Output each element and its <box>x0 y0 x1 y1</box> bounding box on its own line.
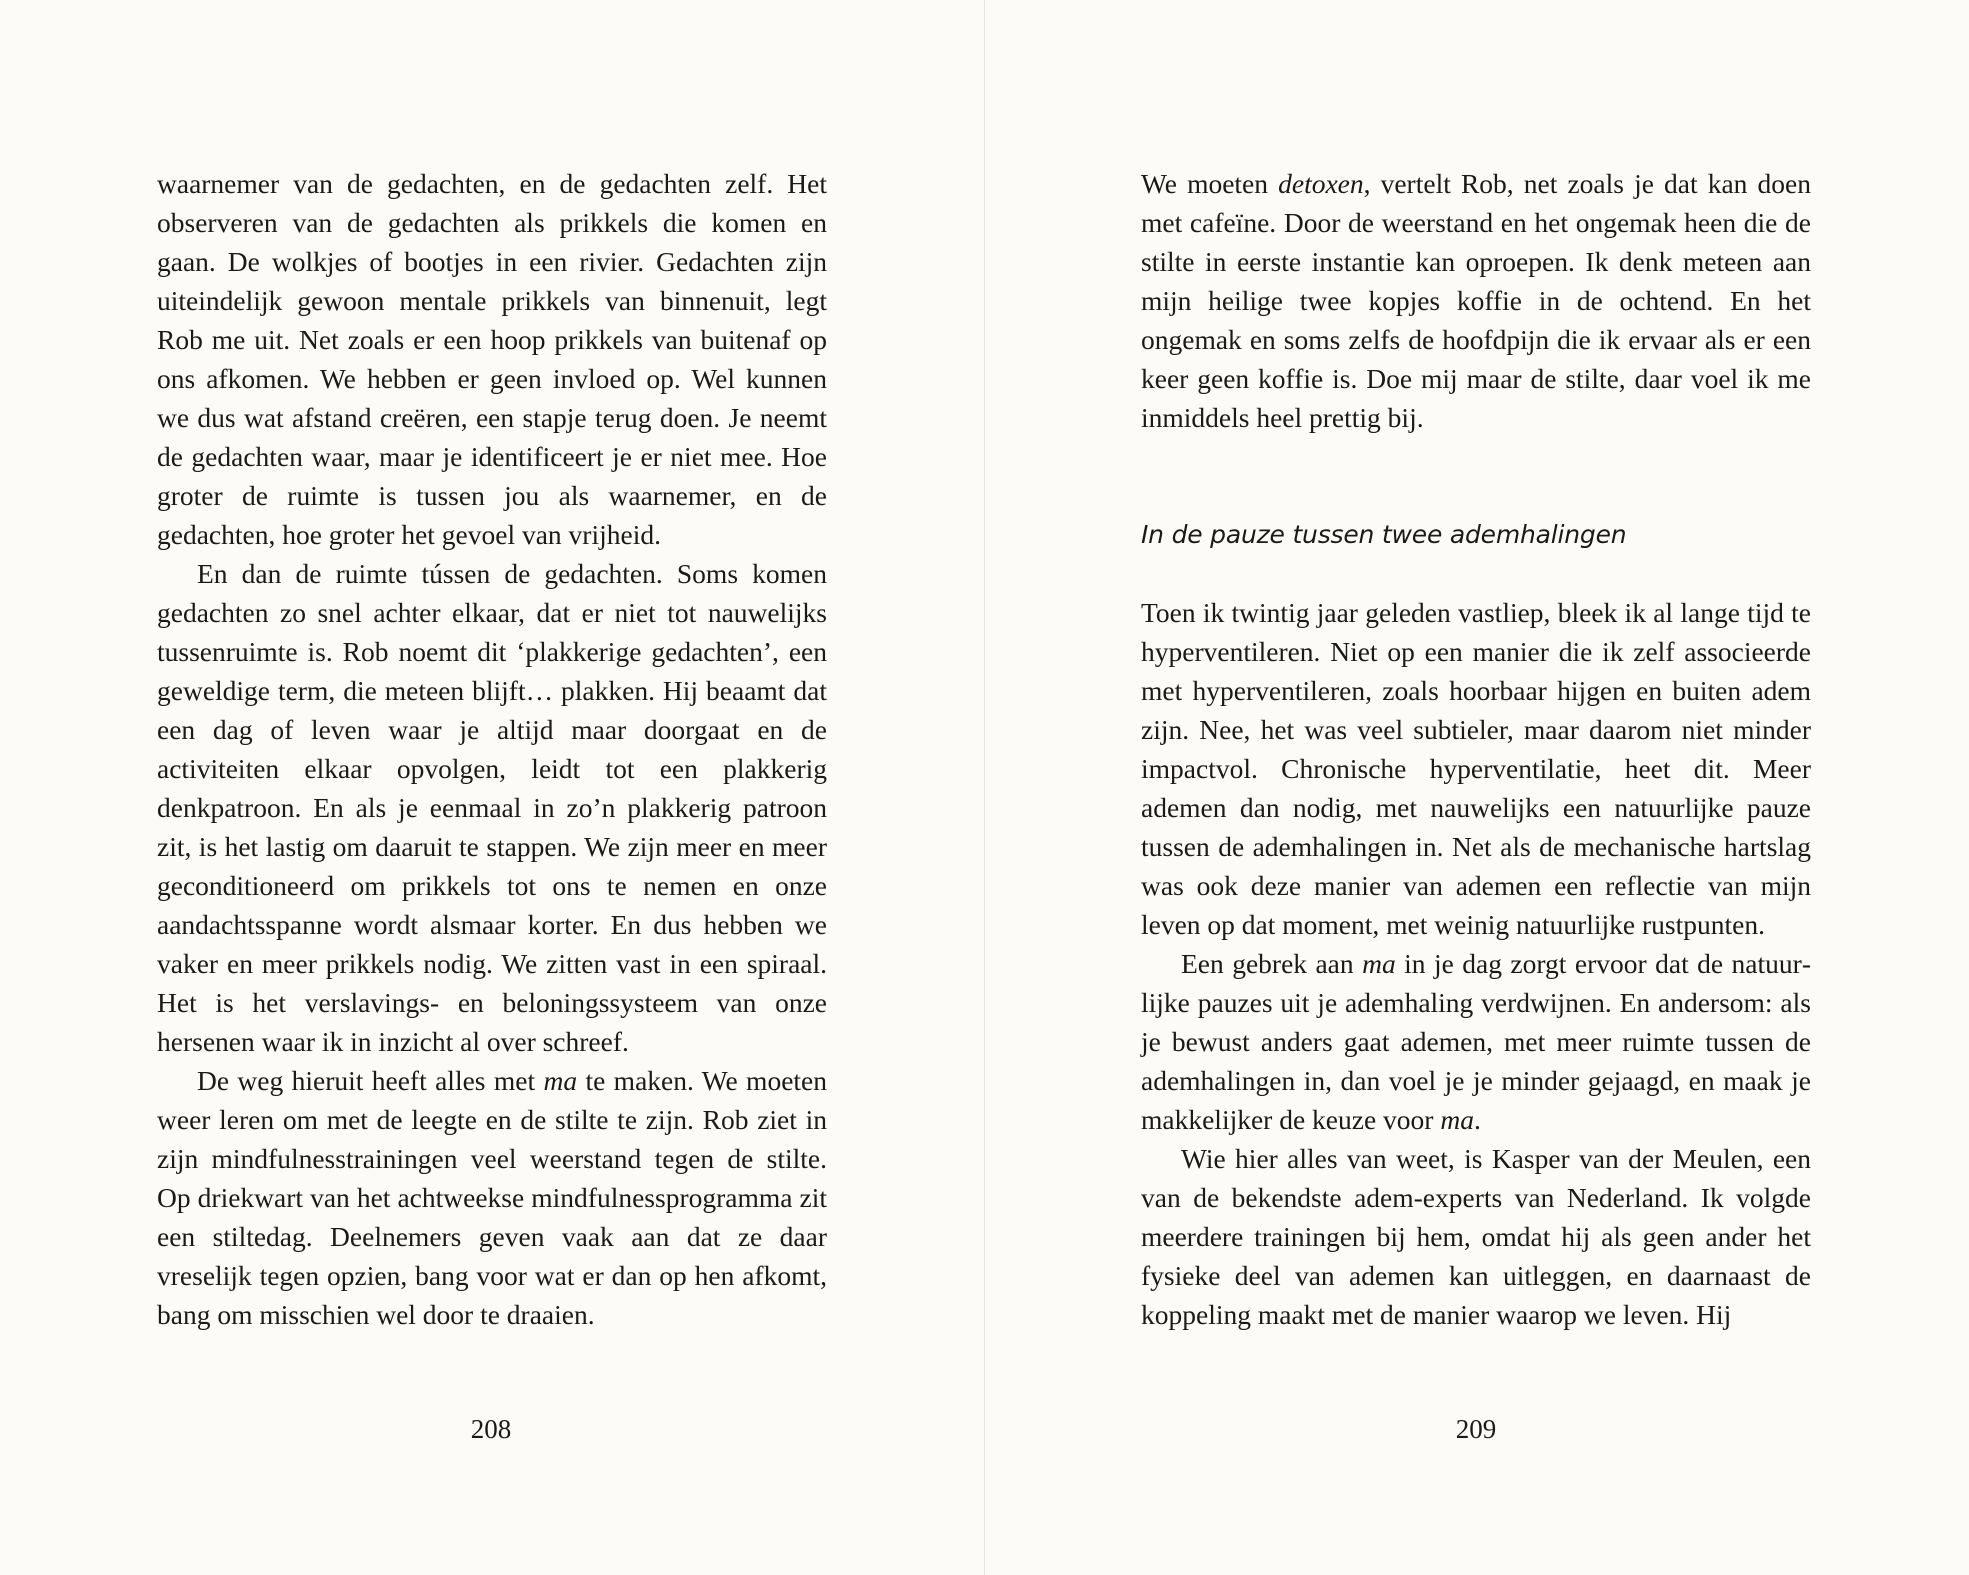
emphasized-text: detoxen <box>1278 168 1364 199</box>
text-run: te maken. We moeten weer leren om met de leegte en de stilte te zijn. Rob ziet in zijn mindfulnesstrainingen veel weerstand tegen de stilte. Op driekwart van het achtweekse mindfulnessprogramma zit een stiltedag. Deelnemers geven vaak aan dat ze daar vreselijk tegen opzien, bang voor wat er dan op hen afkomt, bang om misschien wel door te draaien. <box>157 1065 827 1330</box>
text-run: Een gebrek aan <box>1181 948 1363 979</box>
emphasized-text: ma <box>1362 948 1396 979</box>
text-run: Toen ik twintig jaar geleden vastliep, bleek ik al lange tijd te hyperventileren. Niet op een manier die ik zelf associeerde met hyperventileren, zoals hoorbaar hijgen en buiten adem zijn. Nee, het was veel subtieler, maar daarom niet minder impactvol. Chronische hyperventilatie, heet dit. Meer ademen dan nodig, met nauwelijks een natuurlijke pauze tussen de ademhalingen in. Net als de mechanische hartslag was ook deze manier van ademen een reflectie van mijn leven op dat moment, met weinig natuurlijke rustpunten. <box>1141 597 1811 940</box>
text-run: . <box>1473 1104 1481 1135</box>
text-run: in je dag zorgt ervoor dat de natuurlijke pauzes uit je ademhaling verdwijnen. En andersom: als je bewust anders gaat ademen, met meer ruimte tussen de ademhalingen in, dan voel je je minder gejaagd, en maak je makkelijker de keuze voor <box>1141 948 1811 1135</box>
page-number-right: 209 <box>1455 1414 1497 1444</box>
paragraph <box>157 164 827 554</box>
text-run: De weg hieruit heeft alles met <box>197 1065 544 1096</box>
text-run: We moeten <box>1141 168 1279 199</box>
left-page-body <box>157 164 827 1334</box>
right-page-section-body <box>1141 593 1811 1334</box>
page-number-left: 208 <box>470 1414 512 1444</box>
right-page-body <box>1141 164 1811 1334</box>
text-run: En dan de ruimte tússen de gedachten. Soms komen gedachten zo snel achter elkaar, dat er niet tot nauwelijks tussenruimte is. Rob noemt dit ‘plakkerige gedachten’, een geweldige term, die meteen blijft… plakken. Hij beaamt dat een dag of leven waar je altijd maar doorgaat en de activiteiten elkaar opvolgen, leidt tot een plakkerig denkpatroon. En als je eenmaal in zo’n plakkerig patroon zit, is het lastig om daaruit te stappen. We zijn meer en meer geconditioneerd om prikkels tot ons te nemen en onze aandachtsspanne wordt alsmaar korter. En dus hebben we vaker en meer prikkels nodig. We zitten vast in een spiraal. Het is het verslavings- en beloningssysteem van onze hersenen waar ik in inzicht al over schreef. <box>157 558 827 1057</box>
emphasized-text: ma <box>1440 1104 1474 1135</box>
paragraph <box>1141 1139 1811 1334</box>
paragraph <box>1141 164 1811 437</box>
paragraph <box>157 1061 827 1334</box>
right-page <box>985 0 1969 1575</box>
right-page-intro <box>1141 164 1811 437</box>
paragraph <box>157 554 827 1061</box>
left-page <box>0 0 984 1575</box>
paragraph <box>1141 593 1811 944</box>
section-heading: In de pauze tussen twee ademhalingen <box>1141 520 1627 549</box>
text-run: waarnemer van de gedachten, en de gedachten zelf. Het observeren van de gedachten als prikkels die komen en gaan. De wolkjes of bootjes in een rivier. Gedachten zijn uiteindelijk gewoon mentale prikkels van binnenuit, legt Rob me uit. Net zoals er een hoop prikkels van buitenaf op ons afkomen. We hebben er geen invloed op. Wel kunnen we dus wat afstand creëren, een stapje terug doen. Je neemt de gedachten waar, maar je identificeert je er niet mee. Hoe groter de ruimte is tussen jou als waarnemer, en de gedachten, hoe groter het gevoel van vrijheid. <box>157 168 827 550</box>
paragraph <box>1141 944 1811 1139</box>
text-run: Wie hier alles van weet, is Kasper van der Meulen, een van de bekendste adem-experts van Nederland. Ik volgde meerdere trainingen bij hem, omdat hij als geen ander het fysieke deel van ademen kan uitleggen, en daarnaast de koppeling maakt met de manier waarop we leven. Hij <box>1141 1143 1811 1330</box>
text-run: , vertelt Rob, net zoals je dat kan doen met cafeïne. Door de weerstand en het ongemak heen die de stilte in eerste instantie kan oproepen. Ik denk meteen aan mijn heilige twee kopjes koffie in de ochtend. En het ongemak en soms zelfs de hoofdpijn die ik ervaar als er een keer geen koffie is. Doe mij maar de stilte, daar voel ik me inmiddels heel prettig bij. <box>1141 168 1811 433</box>
emphasized-text: ma <box>543 1065 578 1096</box>
